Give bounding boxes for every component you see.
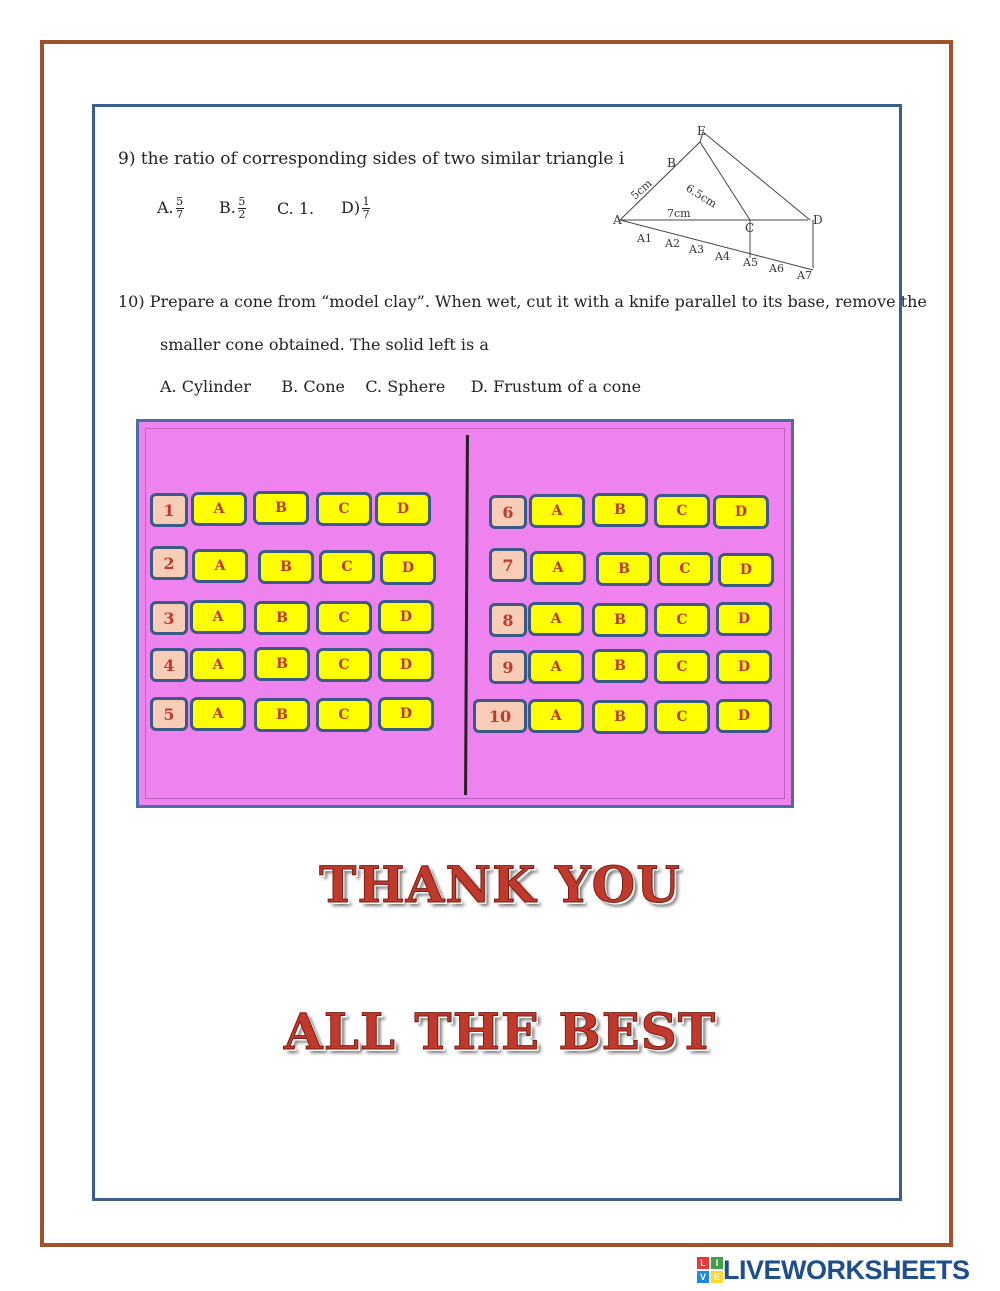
answer-3-c[interactable]: C xyxy=(316,601,372,635)
all-the-best-heading: ALL THE BEST xyxy=(283,1002,717,1061)
logo-letter-e: E xyxy=(713,1272,721,1282)
answer-7-b[interactable]: B xyxy=(596,552,652,586)
answer-4-a[interactable]: A xyxy=(190,648,246,682)
question-number-1: 1 xyxy=(150,493,188,527)
q9-option-b: B. $\frac{5}{2}$ xyxy=(219,195,246,221)
point-a-label: A xyxy=(613,213,622,227)
answer-7-c[interactable]: C xyxy=(657,552,713,586)
answer-6-b[interactable]: B xyxy=(592,493,648,527)
question-number-3: 3 xyxy=(150,601,188,635)
point-a1-label: A1 xyxy=(637,232,652,245)
answer-9-d[interactable]: D xyxy=(716,650,772,684)
liveworksheets-logo-icon xyxy=(697,1257,723,1283)
logo-letter-v: V xyxy=(699,1272,707,1282)
logo-letter-l: L xyxy=(700,1258,706,1268)
question-number-5: 5 xyxy=(150,697,188,731)
answer-8-c[interactable]: C xyxy=(654,603,710,637)
point-d-label: D xyxy=(813,213,823,227)
question-number-7: 7 xyxy=(489,548,527,582)
answer-1-c[interactable]: C xyxy=(316,492,372,526)
answer-10-a[interactable]: A xyxy=(528,699,584,733)
logo-letter-i: I xyxy=(715,1258,719,1268)
answer-9-c[interactable]: C xyxy=(654,650,710,684)
answer-6-c[interactable]: C xyxy=(654,494,710,528)
answer-8-a[interactable]: A xyxy=(528,602,584,636)
answer-10-b[interactable]: B xyxy=(592,700,648,734)
answer-7-d[interactable]: D xyxy=(718,553,774,587)
question-number-4: 4 xyxy=(150,648,188,682)
point-b-label: B xyxy=(667,156,676,170)
answer-6-a[interactable]: A xyxy=(529,494,585,528)
answer-3-d[interactable]: D xyxy=(378,600,434,634)
answer-5-a[interactable]: A xyxy=(190,697,246,731)
question-number-9: 9 xyxy=(489,650,527,684)
answer-8-d[interactable]: D xyxy=(716,602,772,636)
answer-9-a[interactable]: A xyxy=(528,650,584,684)
question-9-text: 9) the ratio of corresponding sides of two similar triangle i xyxy=(118,149,625,169)
point-a2-label: A2 xyxy=(665,237,680,250)
answer-5-b[interactable]: B xyxy=(254,698,310,732)
question-number-2: 2 xyxy=(150,546,188,580)
point-e-label: E xyxy=(697,124,706,138)
point-c-label: C xyxy=(745,221,755,235)
question-number-8: 8 xyxy=(489,603,527,637)
answer-4-c[interactable]: C xyxy=(316,648,372,682)
length-bc-label: 6.5cm xyxy=(683,181,720,211)
answer-5-c[interactable]: C xyxy=(316,698,372,732)
q9-option-d: D) $\frac{1}{7}$ xyxy=(341,195,370,221)
answer-3-b[interactable]: B xyxy=(254,601,310,635)
answer-6-d[interactable]: D xyxy=(713,495,769,529)
liveworksheets-logo xyxy=(697,1254,970,1286)
q9-option-a: A. $\frac{5}{7}$ xyxy=(157,195,184,221)
question-10-line-2: smaller cone obtained. The solid left is a xyxy=(160,335,489,354)
answer-3-a[interactable]: A xyxy=(190,600,246,634)
answer-10-d[interactable]: D xyxy=(716,699,772,733)
answer-1-a[interactable]: A xyxy=(191,492,247,526)
answer-4-b[interactable]: B xyxy=(254,647,310,681)
similar-triangles-figure xyxy=(605,120,840,285)
answer-4-d[interactable]: D xyxy=(378,648,434,682)
answer-5-d[interactable]: D xyxy=(378,697,434,731)
liveworksheets-wordmark: LIVEWORKSHEETS xyxy=(723,1254,970,1285)
point-a7-label: A7 xyxy=(797,269,812,282)
thank-you-heading: THANK YOU xyxy=(319,855,681,914)
length-ac-label: 7cm xyxy=(667,207,691,220)
point-a6-label: A6 xyxy=(769,262,784,275)
answer-1-b[interactable]: B xyxy=(253,491,309,525)
answer-10-c[interactable]: C xyxy=(654,700,710,734)
point-a5-label: A5 xyxy=(743,256,758,269)
question-10-options: A. Cylinder B. Cone C. Sphere D. Frustum of a cone xyxy=(160,377,642,396)
answer-8-b[interactable]: B xyxy=(592,603,648,637)
answer-2-d[interactable]: D xyxy=(380,551,436,585)
question-10-line-1: 10) Prepare a cone from “model clay”. When wet, cut it with a knife parallel to its base, remove the xyxy=(118,292,927,311)
question-number-10: 10 xyxy=(473,699,527,733)
answer-2-b[interactable]: B xyxy=(258,550,314,584)
q9-option-c: C. 1. xyxy=(277,199,315,218)
answer-2-c[interactable]: C xyxy=(319,550,375,584)
question-number-6: 6 xyxy=(489,495,527,529)
answer-9-b[interactable]: B xyxy=(592,649,648,683)
answer-7-a[interactable]: A xyxy=(530,551,586,585)
answer-1-d[interactable]: D xyxy=(375,492,431,526)
length-ab-label: 5cm xyxy=(628,176,655,203)
answer-2-a[interactable]: A xyxy=(192,549,248,583)
point-a4-label: A4 xyxy=(715,250,730,263)
point-a3-label: A3 xyxy=(689,243,704,256)
